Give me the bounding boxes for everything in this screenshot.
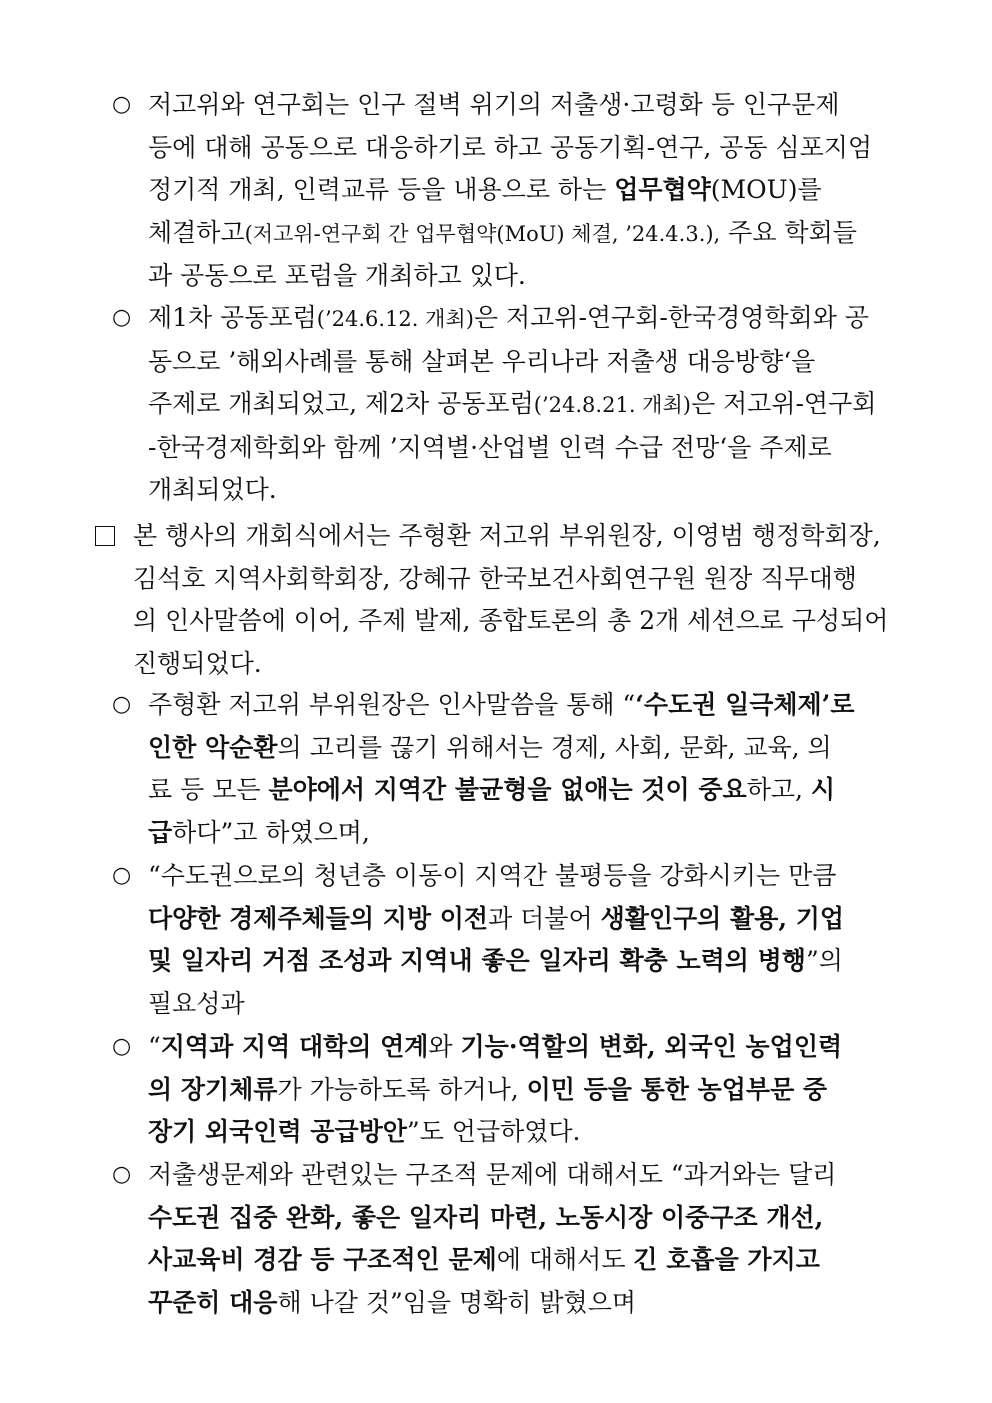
circle-bullet: ○ bbox=[112, 92, 132, 117]
square-bullet-icon bbox=[95, 526, 115, 546]
circle-bullet: ○ bbox=[112, 863, 132, 888]
text-run: 주형환 저고위 부위원장은 인사말씀을 통해 “ bbox=[148, 690, 636, 719]
bold-text: 이민 등을 통한 농업부문 중 bbox=[526, 1074, 828, 1104]
text-run: 료 등 모든 bbox=[148, 775, 269, 804]
bold-text: 수도권 집중 완화, 좋은 일자리 마련, 노동시장 이중구조 개선, bbox=[148, 1202, 824, 1232]
text-run: 필요성과 bbox=[148, 988, 245, 1018]
text-run: 은 저고위-연구회 bbox=[690, 389, 877, 418]
bold-text: 지역과 지역 대학의 연계 bbox=[160, 1032, 429, 1061]
text-run: 동으로 ’해외사례를 통해 살펴본 우리나라 저출생 대응방향‘을 bbox=[148, 346, 816, 376]
circle-bullet: ○ bbox=[112, 305, 132, 330]
text-run: 가 가능하도록 하거나, bbox=[277, 1074, 527, 1104]
text-line bbox=[148, 1069, 896, 1112]
text-line bbox=[148, 1154, 896, 1197]
text-run: 하고, bbox=[746, 775, 811, 804]
bold-text: 기능·역할의 변화, 외국인 농업인력 bbox=[460, 1032, 843, 1061]
circle-bullet: ○ bbox=[112, 1034, 132, 1059]
text-run: 본 행사의 개회식에서는 주형환 저고위 부위원장, 이영범 행정학회장, bbox=[133, 521, 881, 550]
bold-text: 분야에서 지역간 불균형을 없애는 것이 중요 bbox=[268, 775, 747, 804]
text-line bbox=[148, 769, 896, 812]
text-line bbox=[148, 898, 896, 941]
text-run: -한국경제학회와 함께 ’지역별·산업별 인력 수급 전망‘을 주제로 bbox=[148, 432, 832, 462]
bold-text: 꾸준히 대응 bbox=[148, 1287, 278, 1317]
bold-text: ‘수도권 일극체제’로 bbox=[635, 690, 855, 719]
text-run: 체결하고 bbox=[148, 217, 245, 247]
text-line bbox=[148, 940, 896, 983]
paragraph-regional-universities bbox=[112, 1026, 896, 1154]
text-line bbox=[148, 341, 896, 384]
text-run: 와 bbox=[428, 1032, 461, 1061]
text-line bbox=[133, 643, 896, 686]
text-line bbox=[148, 427, 896, 470]
text-run: “수도권으로의 청년층 이동이 지역간 불평등을 강화시키는 만큼 bbox=[148, 861, 837, 890]
text-run: 의 인사말씀에 이어, 주제 발제, 종합토론의 총 2개 세션으로 구성되어 bbox=[133, 606, 889, 635]
text-line bbox=[148, 1197, 896, 1240]
text-run: 과 공동으로 포럼을 개최하고 있다. bbox=[148, 261, 526, 290]
text-line bbox=[148, 169, 896, 212]
text-run: “ bbox=[148, 1032, 161, 1061]
text-line bbox=[148, 855, 896, 898]
text-run: 저고위와 연구회는 인구 절벽 위기의 저출생·고령화 등 인구문제 bbox=[148, 90, 840, 119]
text-run: 등에 대해 공동으로 대응하기로 하고 공동기획-연구, 공동 심포지엄 bbox=[148, 132, 873, 162]
text-run: 개최되었다. bbox=[148, 475, 277, 504]
text-line bbox=[148, 1111, 896, 1154]
text-run: ”도 언급하였다. bbox=[406, 1117, 581, 1146]
paragraph-youth-migration bbox=[112, 855, 896, 1025]
bold-text: 생활인구의 활용, 기업 bbox=[600, 903, 845, 933]
text-run: 주요 학회들 bbox=[720, 217, 857, 247]
text-run: 저출생문제와 관련있는 구조적 문제에 대해서도 “과거와는 달리 bbox=[148, 1160, 837, 1189]
paragraph-forums bbox=[112, 297, 896, 512]
text-run: 해 나갈 것”임을 명확히 밝혔으며 bbox=[277, 1287, 636, 1317]
text-line bbox=[148, 255, 896, 298]
text-line bbox=[148, 983, 896, 1026]
text-line bbox=[148, 1239, 896, 1282]
text-line bbox=[148, 684, 896, 727]
bold-text: 급 bbox=[148, 817, 173, 847]
paragraph-structural-problems bbox=[112, 1154, 896, 1324]
text-run: 과 더불어 bbox=[488, 903, 601, 933]
text-run: (’24.8.21. 개최) bbox=[533, 393, 691, 417]
bold-text: 다양한 경제주체들의 지방 이전 bbox=[148, 903, 489, 933]
circle-bullet: ○ bbox=[112, 692, 132, 717]
bold-text: 사교육비 경감 등 구조적인 문제 bbox=[148, 1245, 497, 1274]
text-run: (저고위-연구회 간 업무협약(MoU) 체결, ’24.4.3.), bbox=[244, 221, 721, 246]
text-line bbox=[148, 469, 896, 512]
text-run: 하다”고 하였으며, bbox=[172, 817, 370, 847]
text-run: ”의 bbox=[805, 946, 843, 975]
text-run: 제1차 공동포럼 bbox=[148, 303, 317, 332]
text-line bbox=[148, 297, 896, 341]
text-line bbox=[133, 558, 896, 601]
text-line bbox=[148, 727, 896, 770]
text-line bbox=[148, 1026, 896, 1069]
text-run: 에 대해서도 bbox=[496, 1245, 634, 1274]
bold-text: 장기 외국인력 공급방안 bbox=[148, 1117, 407, 1146]
bold-text: 의 장기체류 bbox=[148, 1074, 278, 1104]
text-line bbox=[133, 600, 896, 643]
text-run: 의 고리를 끊기 위해서는 경제, 사회, 문화, 교육, 의 bbox=[277, 732, 832, 762]
text-run: (’24.6.12. 개최) bbox=[316, 307, 474, 331]
text-run: (MOU)를 bbox=[710, 175, 822, 204]
bold-text: 및 일자리 거점 조성과 지역내 좋은 일자리 확충 노력의 병행 bbox=[148, 946, 806, 975]
text-line bbox=[148, 127, 896, 170]
text-run: 주제로 개최되었고, 제2차 공동포럼 bbox=[148, 389, 534, 418]
circle-bullet: ○ bbox=[112, 1162, 132, 1187]
text-line bbox=[148, 812, 896, 855]
text-line bbox=[133, 515, 896, 558]
bold-text: 시 bbox=[810, 775, 836, 804]
text-run: 진행되었다. bbox=[133, 648, 262, 678]
text-run: 김석호 지역사회학회장, 강혜규 한국보건사회연구원 원장 직무대행 bbox=[133, 563, 857, 593]
paragraph-greeting bbox=[112, 684, 896, 854]
bold-text: 긴 호흡을 가지고 bbox=[633, 1245, 820, 1274]
text-line bbox=[148, 383, 896, 427]
text-line bbox=[148, 212, 896, 256]
bold-text: 업무협약 bbox=[614, 175, 711, 204]
text-run: 정기적 개최, 인력교류 등을 내용으로 하는 bbox=[148, 175, 615, 204]
text-line bbox=[148, 1282, 896, 1325]
paragraph-mou bbox=[112, 84, 896, 298]
paragraph-opening-ceremony bbox=[133, 515, 896, 685]
text-run: 은 저고위-연구회-한국경영학회와 공 bbox=[473, 303, 869, 332]
bold-text: 인한 악순환 bbox=[148, 732, 278, 762]
text-line bbox=[148, 84, 896, 127]
